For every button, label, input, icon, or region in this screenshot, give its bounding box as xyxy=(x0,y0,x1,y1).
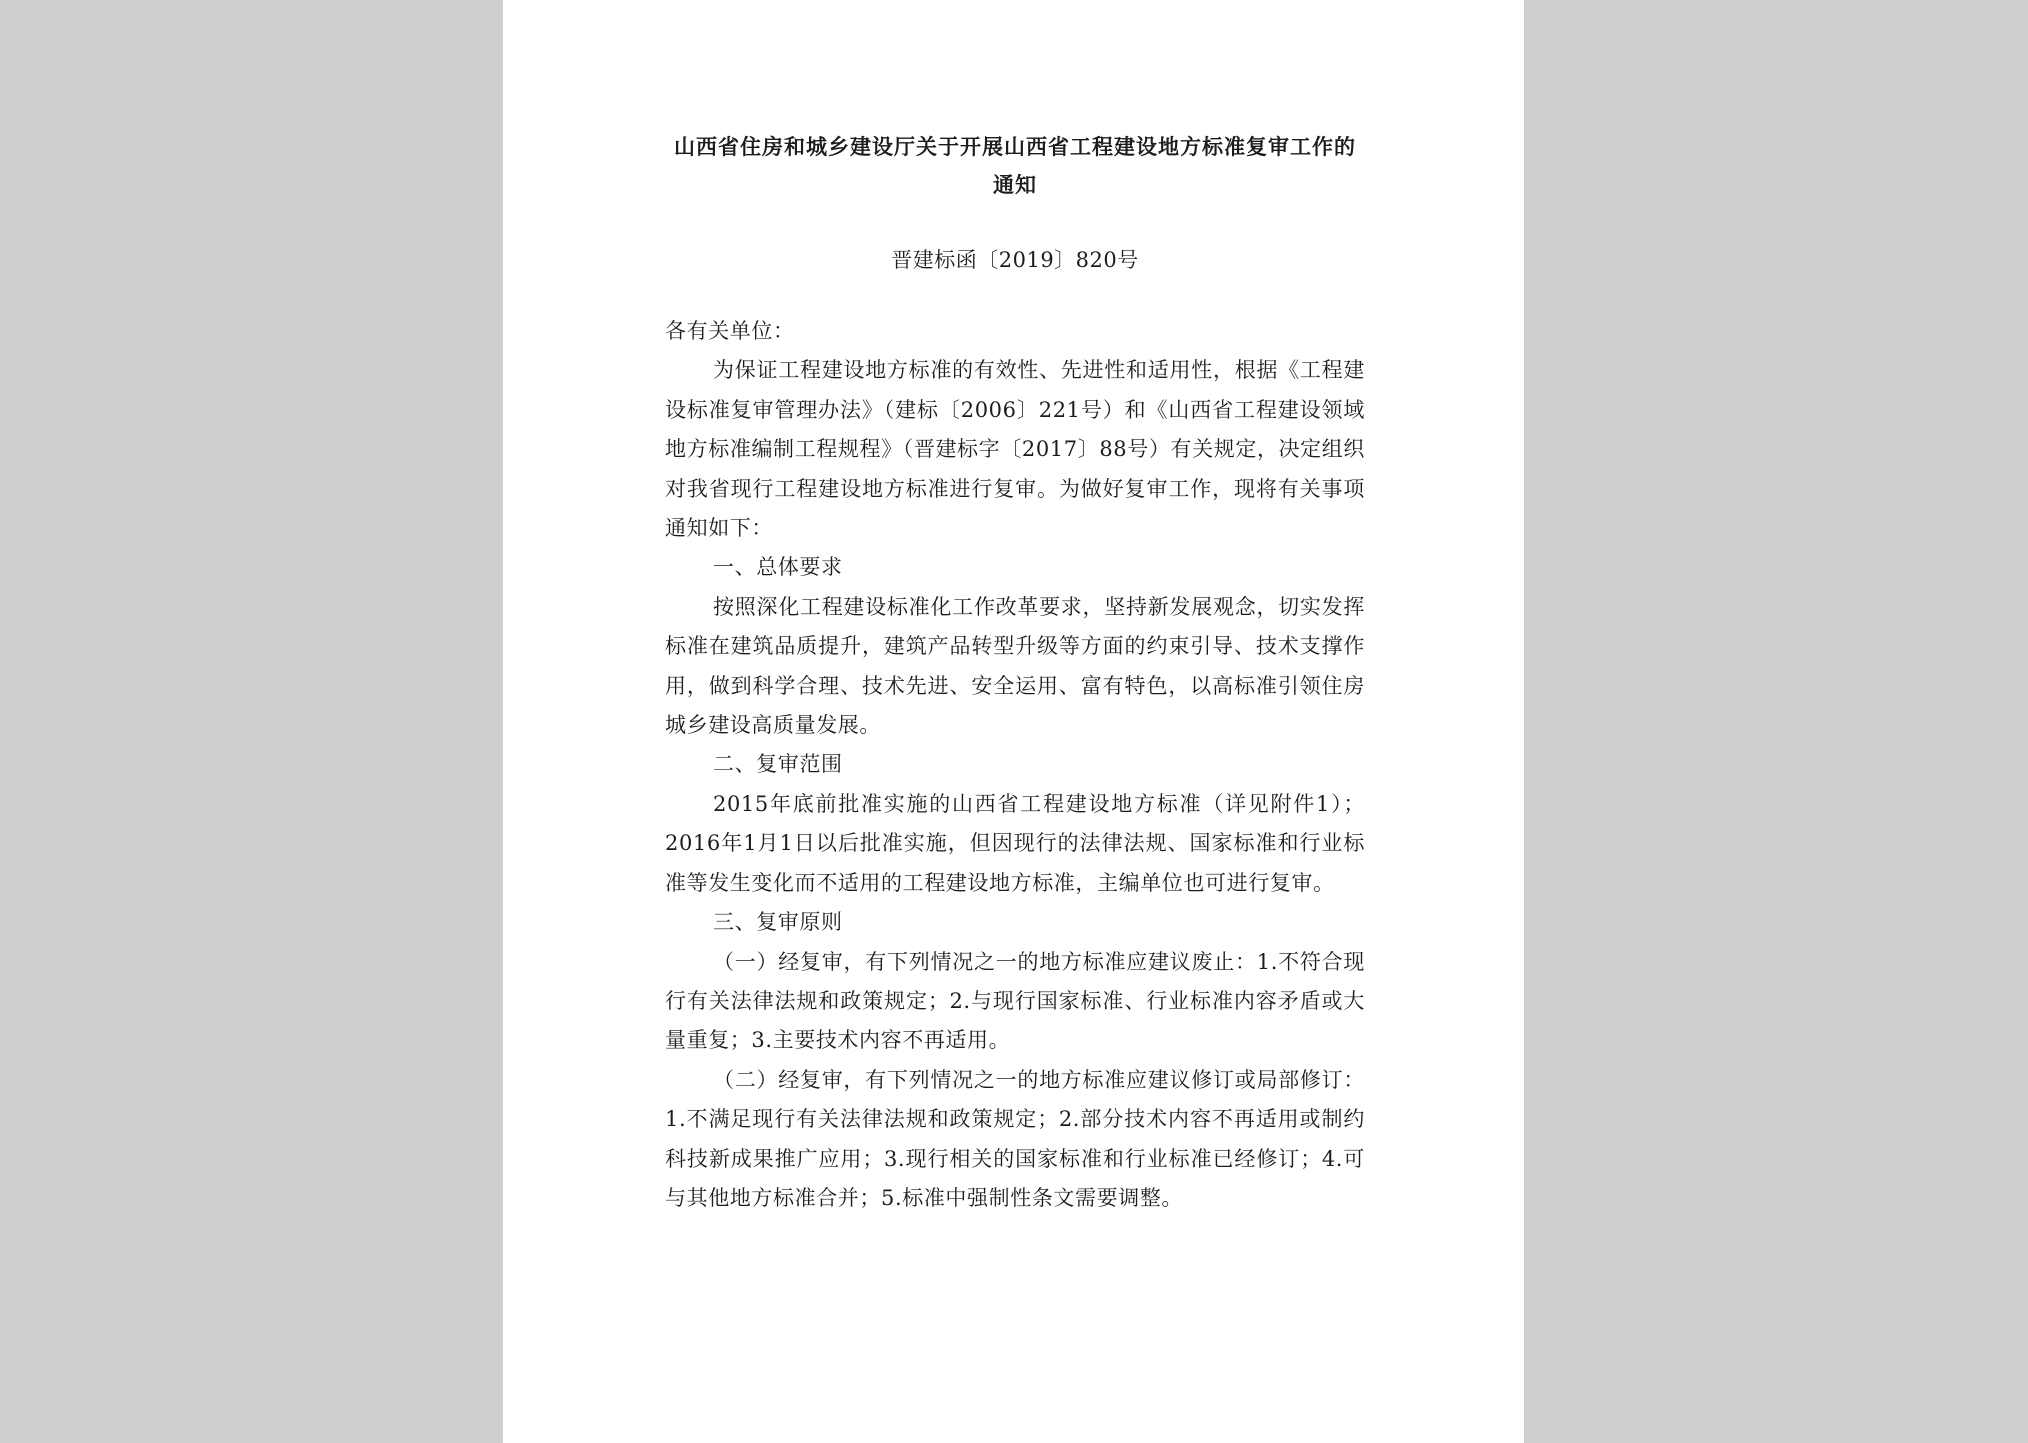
review-principle-item-1: （一）经复审，有下列情况之一的地方标准应建议废止：1.不符合现行有关法律法规和政策规定；2.与现行国家标准、行业标准内容矛盾或大量重复；3.主要技术内容不再适用。 xyxy=(665,949,1365,1053)
general-requirements-paragraph: 按照深化工程建设标准化工作改革要求，坚持新发展观念，切实发挥标准在建筑品质提升，建筑产品转型升级等方面的约束引导、技术支撑作用，做到科学合理、技术先进、安全运用、富有特色，以高标准引领住房城乡建设高质量发展。 xyxy=(665,594,1365,738)
page-content xyxy=(665,128,1365,1218)
document-title: 山西省住房和城乡建设厅关于开展山西省工程建设地方标准复审工作的通知 xyxy=(674,135,1356,197)
review-principle-item-2: （二）经复审，有下列情况之一的地方标准应建议修订或局部修订：1.不满足现行有关法律法规和政策规定；2.部分技术内容不再适用或制约科技新成果推广应用；3.现行相关的国家标准和行业标准已经修订；4.可与其他地方标准合并；5.标准中强制性条文需要调整。 xyxy=(665,1067,1365,1210)
document-body xyxy=(665,312,1365,1218)
section-heading-review-principles: 三、复审原则 xyxy=(713,910,843,935)
section-heading-review-scope: 二、复审范围 xyxy=(713,752,843,777)
review-scope-paragraph: 2015年底前批准实施的山西省工程建设地方标准（详见附件1）；2016年1月1日以后批准实施，但因现行的法律法规、国家标准和行业标准等发生变化而不适用的工程建设地方标准，主编单位也可进行复审。 xyxy=(665,791,1365,895)
document-number: 晋建标函〔2019〕820号 xyxy=(891,248,1139,272)
intro-paragraph: 为保证工程建设地方标准的有效性、先进性和适用性，根据《工程建设标准复审管理办法》（建标〔2006〕221号）和《山西省工程建设领域地方标准编制工程规程》（晋建标字〔2017〕88号）有关规定，决定组织对我省现行工程建设地方标准进行复审。为做好复审工作，现将有关事项通知如下： xyxy=(665,358,1365,541)
salutation: 各有关单位： xyxy=(665,319,795,343)
section-heading-general-requirements: 一、总体要求 xyxy=(713,555,843,580)
document-page xyxy=(503,0,1524,1443)
